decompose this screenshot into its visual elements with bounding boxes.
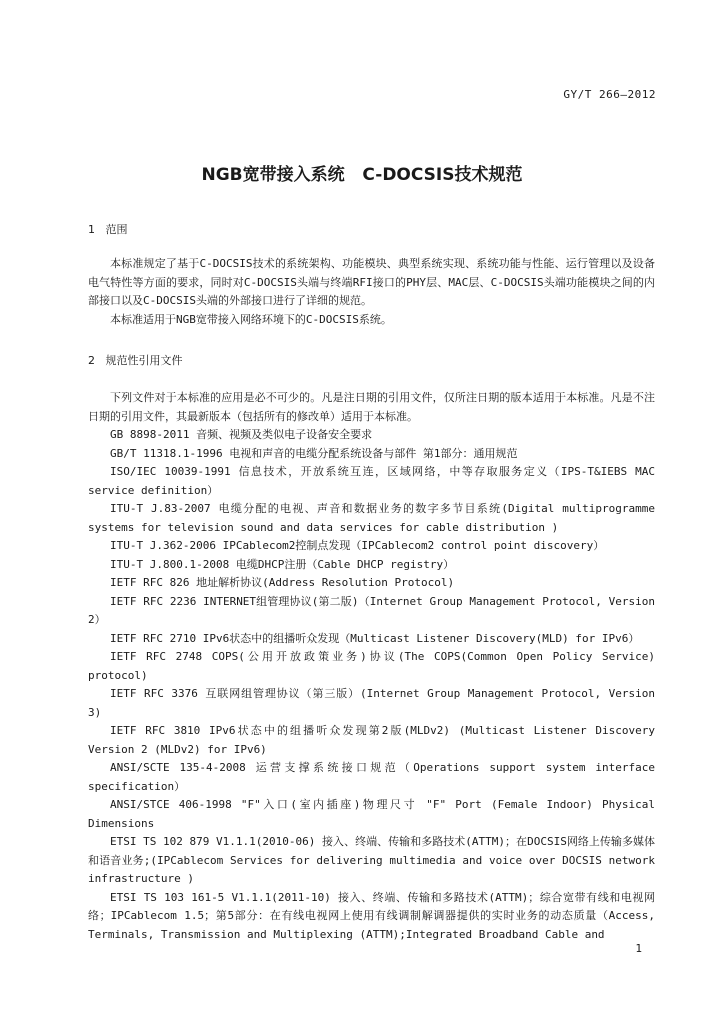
reference-item: ANSI/SCTE 135-4-2008 运营支撑系统接口规范（Operations support system interface specification） [88,761,655,793]
reference-item: GB 8898-2011 音频、视频及类似电子设备安全要求 [110,428,373,441]
reference-item: IETF RFC 2748 COPS(公用开放政策业务)协议(The COPS(Common Open Policy Service) protocol) [88,650,655,682]
reference-item: ANSI/STCE 406-1998 "F"入口(室内插座)物理尺寸 "F" Port (Female Indoor) Physical Dimensions [88,798,655,830]
reference-item: ITU-T J.83-2007 电缆分配的电视、声音和数据业务的数字多节目系统(Digital multiprogramme systems for television sound and data services for cable distribution ) [88,502,655,534]
reference-item: ITU-T J.362-2006 IPCablecom2控制点发现（IPCablecom2 control point discovery） [110,539,605,552]
reference-item: IETF RFC 2236 INTERNET组管理协议(第二版)（Internet Group Management Protocol, Version 2） [88,594,655,626]
document-title: NGB宽带接入系统 C-DOCSIS技术规范 [201,165,523,185]
section-1-body [88,255,655,329]
section-1-paragraph: 本标准规定了基于C-DOCSIS技术的系统架构、功能模块、典型系统实现、系统功能与性能、运行管理以及设备电气特性等方面的要求，同时对C-DOCSIS头端与终端RFI接口的PHY层、MAC层、C-DOCSIS头端功能模块之间的内部接口以及C-DOCSIS头端的外部接口进行了详细的规范。 [88,257,655,307]
reference-item: ETSI TS 103 161-5 V1.1.1(2011-10) 接入、终端、传输和多路技术(ATTM)；综合宽带有线和电视网络；IPCablecom 1.5；第5部分：在有线电视网上使用有线调制解调器提供的实时业务的动态质量（Access, Terminals, Transmission and Multiplexing (ATTM);Integrated Broadband Cable and [88,890,655,941]
reference-item: IETF RFC 826 地址解析协议(Address Resolution Protocol) [110,576,455,589]
section-2-heading: 2 规范性引用文件 [88,354,183,367]
section-1-paragraph: 本标准适用于NGB宽带接入网络环境下的C-DOCSIS系统。 [110,312,392,326]
reference-item: ISO/IEC 10039-1991 信息技术，开放系统互连，区域网络，中等存取服务定义（IPS-T&IEBS MAC service definition） [88,465,655,497]
reference-item: IETF RFC 2710 IPv6状态中的组播听众发现（Multicast Listener Discovery(MLD) for IPv6） [110,631,640,645]
reference-item: ETSI TS 102 879 V1.1.1(2010-06) 接入、终端、传输和多路技术(ATTM)；在DOCSIS网络上传输多媒体和语音业务;(IPCablecom Services for delivering multimedia and voice over DOCSIS network infrastructure ) [88,835,655,885]
reference-item: GB/T 11318.1-1996 电视和声音的电缆分配系统设备与部件 第1部分：通用规范 [110,446,518,460]
standard-code: GY/T 266—2012 [563,88,656,101]
section-2-body [88,389,655,944]
section-2-intro: 下列文件对于本标准的应用是必不可少的。凡是注日期的引用文件，仅所注日期的版本适用于本标准。凡是不注日期的引用文件，其最新版本（包括所有的修改单）适用于本标准。 [88,391,655,423]
reference-item: IETF RFC 3376 互联网组管理协议（第三版）(Internet Group Management Protocol, Version 3) [88,687,655,719]
page-number: 1 [635,942,642,955]
reference-item: IETF RFC 3810 IPv6状态中的组播听众发现第2版(MLDv2) (Multicast Listener Discovery Version 2 (MLDv2) for IPv6) [88,724,655,756]
reference-item: ITU-T J.800.1-2008 电缆DHCP注册（Cable DHCP registry） [110,557,455,571]
section-1-heading: 1 范围 [88,223,128,236]
